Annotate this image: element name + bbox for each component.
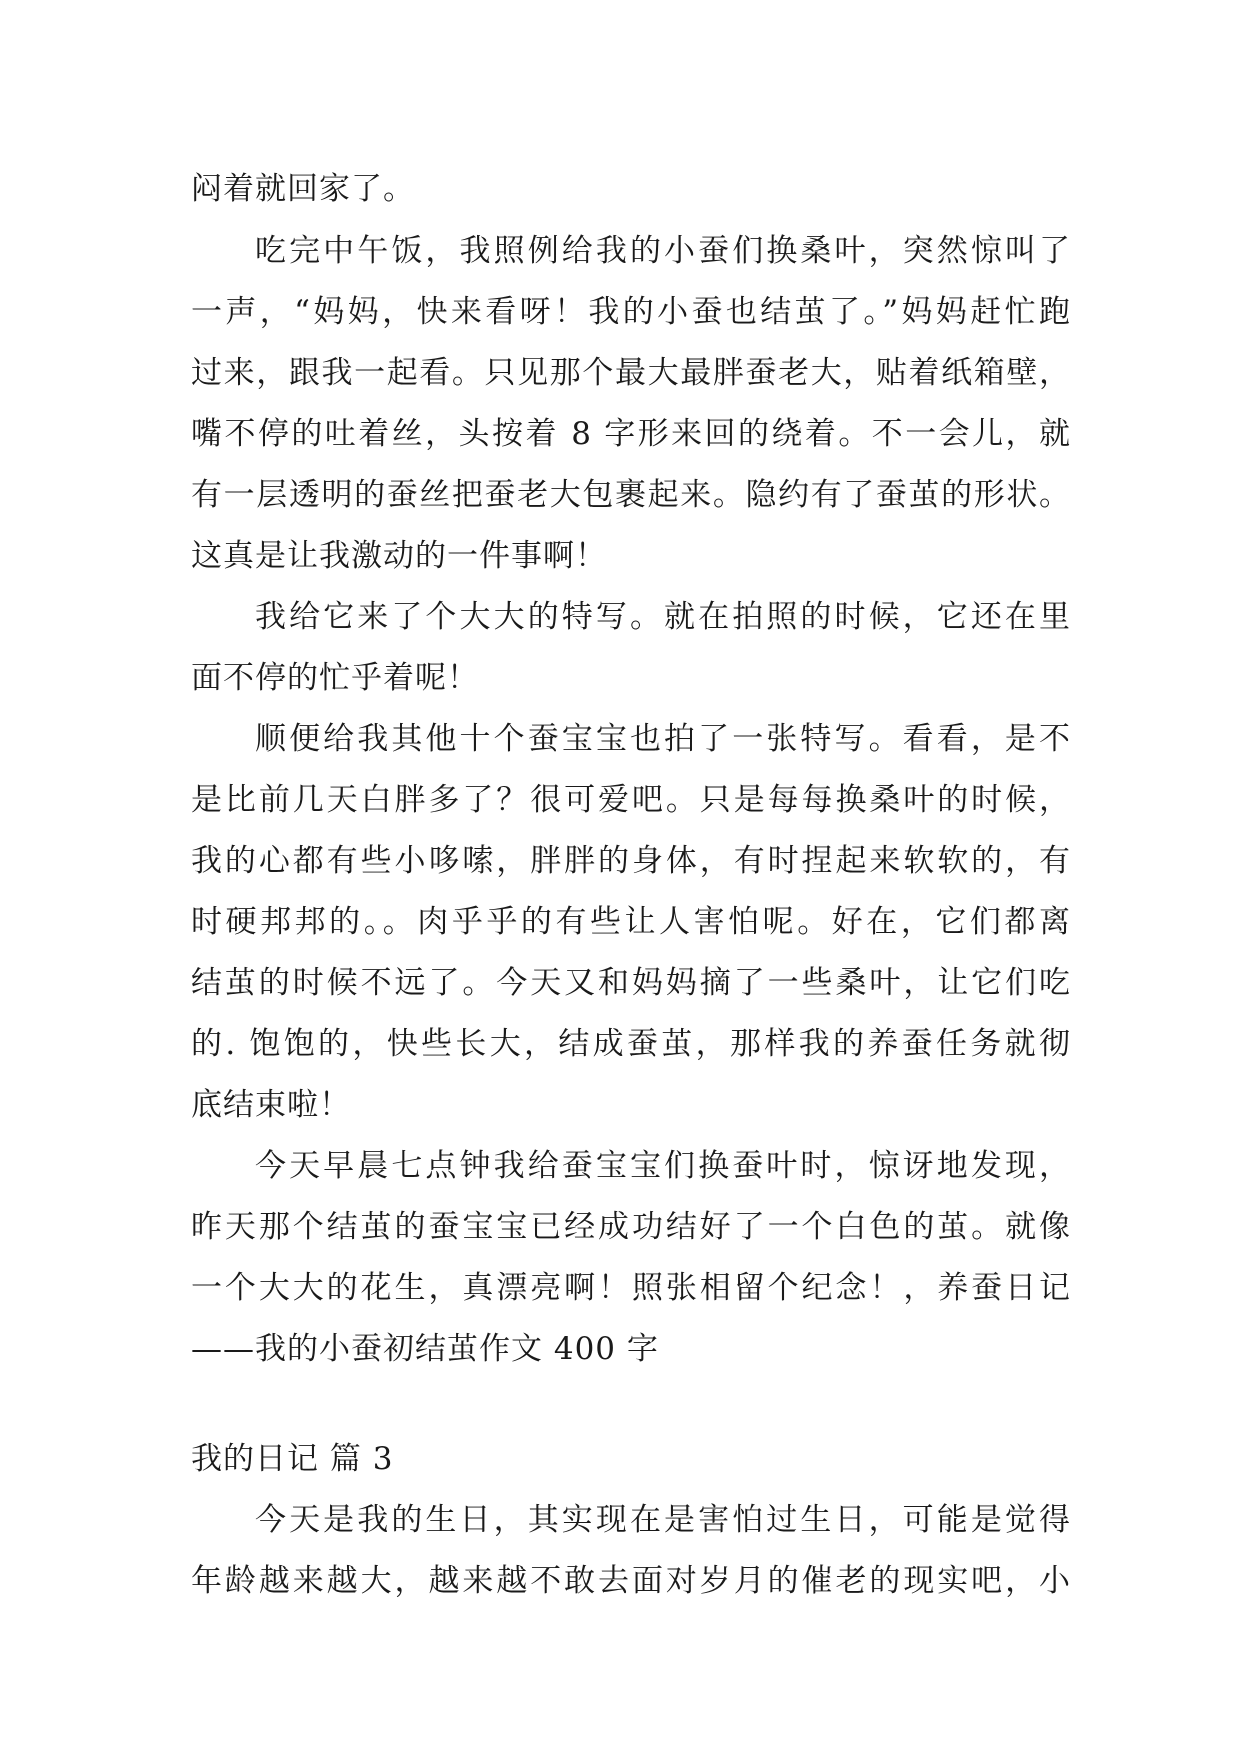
text-line: 一个大大的花生，真漂亮啊！照张相留个纪念！，养蚕日记 — [191, 1270, 1071, 1306]
text-line: 底结束啦！ — [191, 1087, 351, 1123]
text-line: 结茧的时候不远了。今天又和妈妈摘了一些桑叶，让它们吃 — [191, 965, 1071, 1001]
text-line: 嘴不停的吐着丝，头按着 8 字形来回的绕着。不一会儿，就 — [191, 416, 1071, 452]
text-line: 时硬邦邦的。。肉乎乎的有些让人害怕呢。好在，它们都离 — [191, 904, 1071, 940]
text-line: 顺便给我其他十个蚕宝宝也拍了一张特写。看看，是不 — [255, 721, 1071, 757]
text-line: 这真是让我激动的一件事啊！ — [191, 538, 607, 574]
text-line: 是比前几天白胖多了？很可爱吧。只是每每换桑叶的时候， — [191, 782, 1071, 818]
text-line: 吃完中午饭，我照例给我的小蚕们换桑叶，突然惊叫了 — [255, 233, 1071, 269]
text-line: 我给它来了个大大的特写。就在拍照的时候，它还在里 — [255, 599, 1071, 635]
text-line: 面不停的忙乎着呢！ — [191, 660, 479, 696]
text-line: 我的心都有些小哆嗦，胖胖的身体，有时捏起来软软的，有 — [191, 843, 1071, 879]
text-line: ——我的小蚕初结茧作文 400 字 — [191, 1331, 659, 1367]
text-line: 昨天那个结茧的蚕宝宝已经成功结好了一个白色的茧。就像 — [191, 1209, 1071, 1245]
text-line: 过来，跟我一起看。只见那个最大最胖蚕老大，贴着纸箱壁， — [191, 355, 1071, 391]
text-line: 年龄越来越大，越来越不敢去面对岁月的催老的现实吧，小 — [191, 1563, 1071, 1599]
text-line: 今天是我的生日，其实现在是害怕过生日，可能是觉得 — [255, 1502, 1071, 1538]
text-line: 一声，“妈妈，快来看呀！我的小蚕也结茧了。”妈妈赶忙跑 — [191, 294, 1071, 330]
section-heading: 我的日记 篇 3 — [191, 1441, 394, 1477]
text-line: 的. 饱饱的，快些长大，结成蚕茧，那样我的养蚕任务就彻 — [191, 1026, 1071, 1062]
text-line: 闷着就回家了。 — [191, 171, 415, 207]
text-line: 今天早晨七点钟我给蚕宝宝们换蚕叶时，惊讶地发现， — [255, 1148, 1071, 1184]
text-line: 有一层透明的蚕丝把蚕老大包裹起来。隐约有了蚕茧的形状。 — [191, 477, 1071, 513]
